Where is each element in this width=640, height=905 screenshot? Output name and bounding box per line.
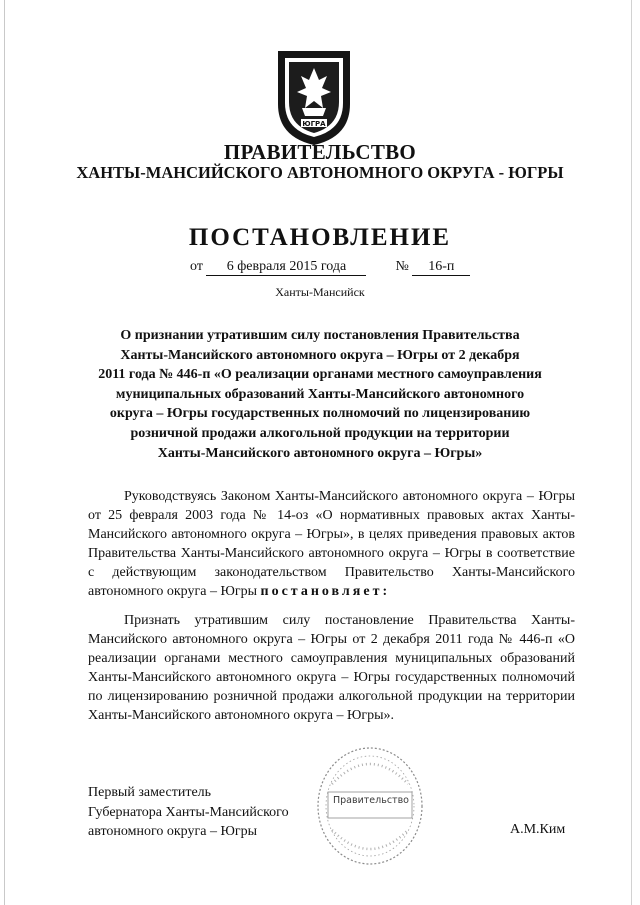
heading-line: 2011 года № 446-п «О реализации органами местного самоуправления [98,367,542,383]
number-prefix: № [395,259,409,274]
signer-title-line: Первый заместитель [88,785,212,800]
city-name: Ханты-Мансийск [275,285,365,299]
signer-title-line: Губернатора Ханты-Мансийского [88,804,289,820]
document-heading [85,326,555,463]
date-number-line [190,259,470,276]
date-prefix: от [190,259,203,274]
document-type: ПОСТАНОВЛЕНИЕ [188,224,452,251]
heading-line: округа – Югры государственных полномочий по лицензированию [109,406,531,422]
resolution-keyword: постановляет: [260,584,391,599]
stamp-text: Правительство [333,795,409,806]
region-title: ХАНТЫ-МАНСИЙСКОГО АВТОНОМНОГО ОКРУГА - ЮГРЫ [76,163,564,182]
signer-title-line: автономного округа – Югры [88,824,257,840]
heading-line: розничной продажи алкогольной продукции на территории [130,425,510,441]
heading-line: Ханты-Мансийского автономного округа – Югры» [157,445,483,461]
official-stamp-icon [314,744,426,868]
heading-line: муниципальных образований Ханты-Мансийского автономного [115,386,525,402]
heading-line: О признании утратившим силу постановления Правительства [120,328,520,343]
heading-line: Ханты-Мансийского автономного округа – Югры от 2 декабря [120,347,520,363]
document-number: 16-п [412,259,470,276]
body-paragraph-1 [88,487,575,601]
emblem-label: ЮГРА [302,120,326,128]
document-date: 6 февраля 2015 года [206,259,366,276]
signer-title [88,783,289,842]
scan-edge-left [4,0,5,905]
coat-of-arms-icon [275,46,353,146]
signatory-name: А.М.Ким [510,822,566,837]
paragraph-1-text: Руководствуясь Законом Ханты-Мансийского автономного округа – Югры от 25 февраля 2003 года № 14-оз «О нормативных правовых актах Ханты-Мансийского автономного округа – Югры», в целях приведения правовых актов Правительства Ханты-Мансийского автономного округа – Югры в соответствие с действующим законодательством Правительство Ханты-Мансийского автономного округа – Югры [88,489,575,599]
body-paragraph-2: Признать утратившим силу постановление Правительства Ханты-Мансийского автономного округа – Югры от 2 декабря 2011 года № 446-п «О реализации органами местного самоуправления муниципальных образований Ханты-Мансийского автономного округа – Югры государственных полномочий по лицензированию розничной продажи алкогольной продукции на территории Ханты-Мансийского автономного округа – Югры». [88,613,575,723]
government-title: ПРАВИТЕЛЬСТВО [223,140,417,164]
scan-edge-right [631,0,632,905]
